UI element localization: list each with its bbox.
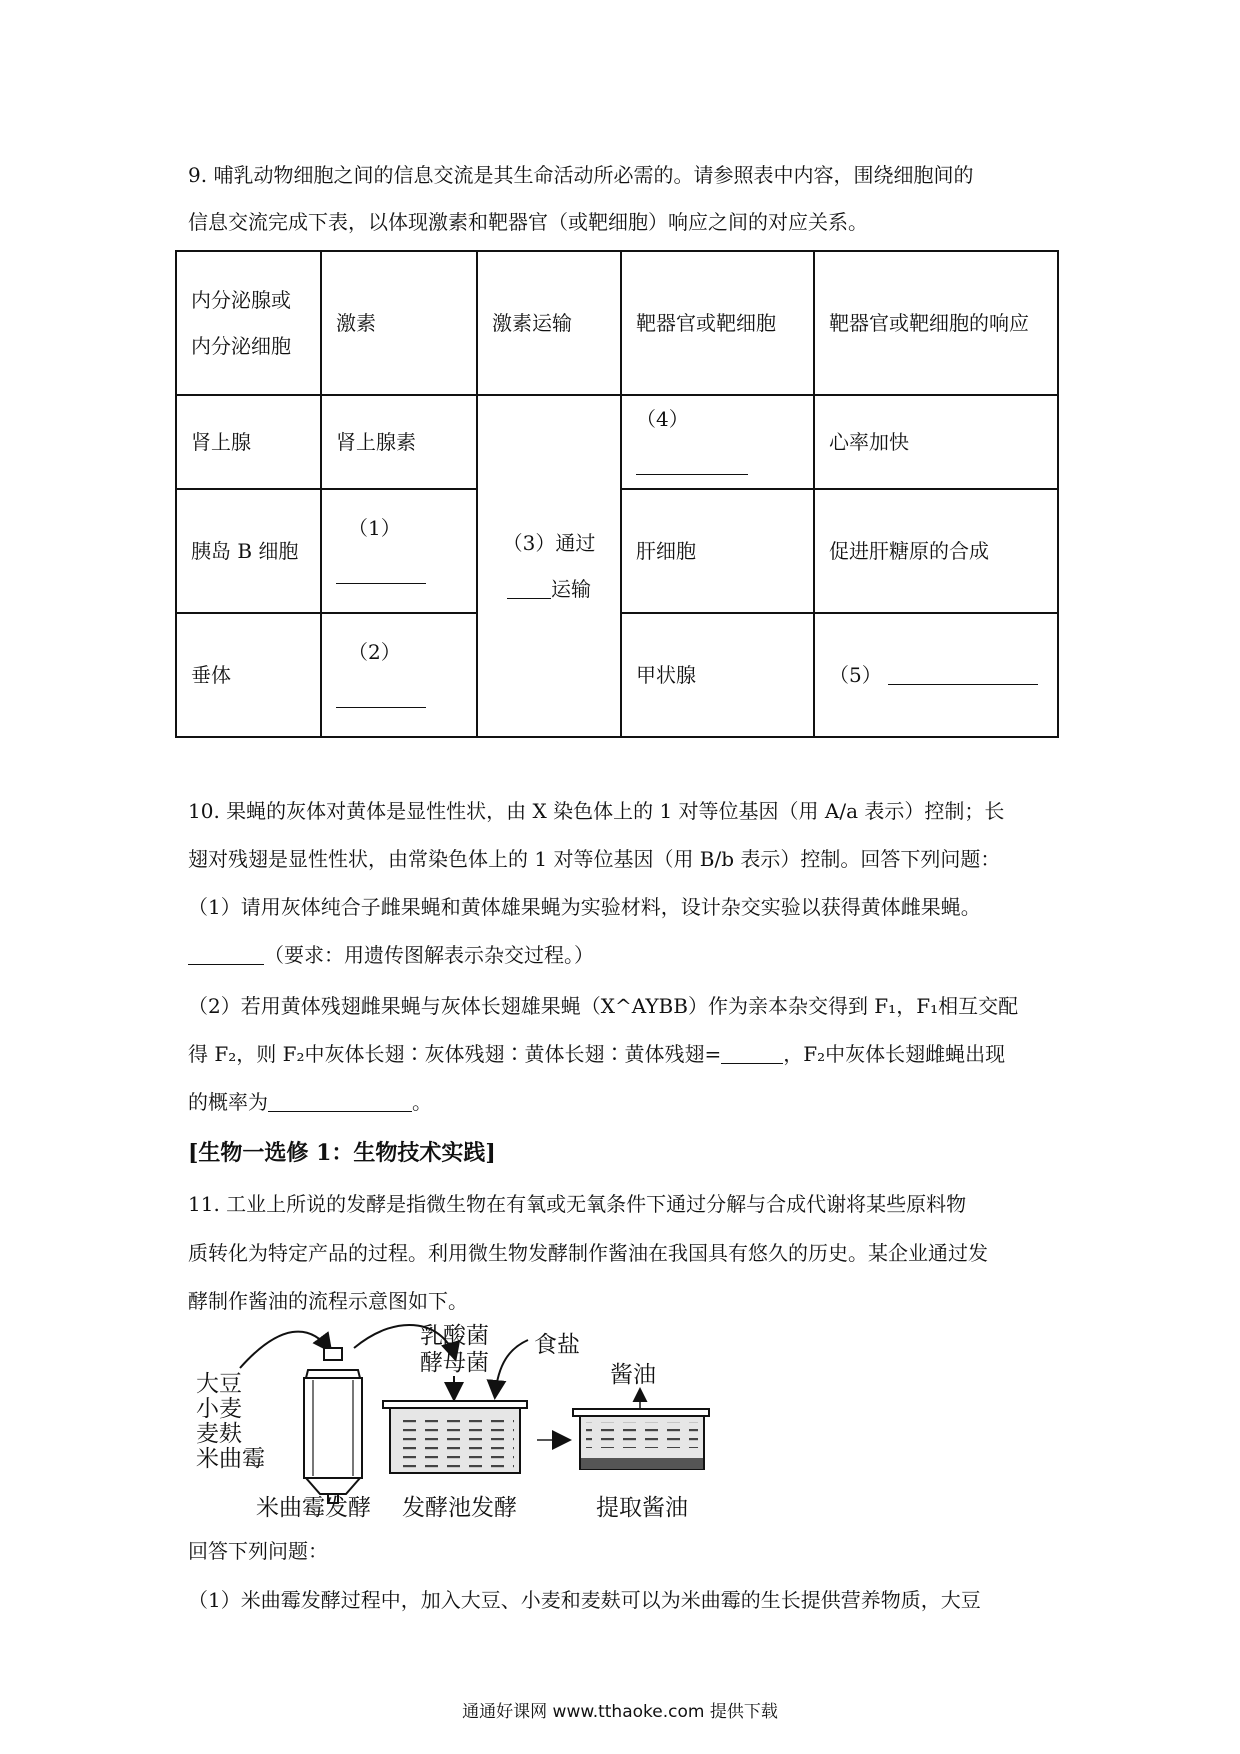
stage-label: 发酵池发酵 [402,1495,517,1518]
q11-line-3: 酵制作酱油的流程示意图如下。 [188,1289,468,1313]
cell-transport [477,395,621,737]
cell-gland: 肾上腺 [176,395,321,489]
answer-blank-1[interactable] [188,944,264,965]
stage-label: 提取酱油 [596,1495,688,1518]
table-header-row [176,251,1058,395]
stage-label: 米曲霉发酵 [256,1495,371,1518]
q10-line-7b: 。 [412,1090,432,1114]
input-label: 大豆 [196,1371,242,1397]
cell-response: 心率加快 [814,395,1058,489]
q11-line-1: 11. 工业上所说的发酵是指微生物在有氧或无氧条件下通过分解与合成代谢将某些原料物 [188,1192,967,1216]
cell-gland: 垂体 [176,613,321,737]
blank-1[interactable] [336,563,426,584]
probability-blank[interactable] [268,1091,412,1112]
blank-1-line [336,551,462,597]
q9-line-1: 9. 哺乳动物细胞之间的信息交流是其生命活动所必需的。请参照表中内容，围绕细胞间的 [188,163,974,187]
section-title: [生物一选修 1：生物技术实践] [188,1140,496,1166]
q10-line-7a: 的概率为 [188,1090,268,1114]
q10-line-6a: 得 F₂，则 F₂中灰体长翅∶灰体残翅∶黄体长翅∶黄体残翅= [188,1042,722,1066]
input-label: 麦麸 [196,1421,242,1447]
header-response: 靶器官或靶细胞的响应 [814,251,1058,395]
cell-target: 肝细胞 [621,489,814,613]
cell-hormone [321,489,477,613]
blank-4-label: （4） [636,407,689,431]
product-label: 酱油 [610,1362,656,1388]
table-row [176,395,1058,489]
blank-5-label: （5） [829,663,882,687]
q11-sub-1: （1）米曲霉发酵过程中，加入大豆、小麦和麦麸可以为米曲霉的生长提供营养物质，大豆 [188,1588,981,1612]
blank-4[interactable] [636,454,748,475]
q10-line-2: 翅对残翅是显性性状，由常染色体上的 1 对等位基因（用 B/b 表示）控制。回答下列问题： [188,847,1001,871]
input-list [196,1371,265,1472]
cell-hormone: 肾上腺素 [321,395,477,489]
blank-5[interactable] [888,664,1038,685]
header-hormone: 激素 [321,251,477,395]
q11-line-2: 质转化为特定产品的过程。利用微生物发酵制作酱油在我国具有悠久的历史。某企业通过发 [188,1241,988,1265]
soy-sauce-flow-diagram [180,1318,820,1518]
q10-line-6 [188,1031,1058,1077]
cell-target: 甲状腺 [621,613,814,737]
transport-suffix: 运输 [551,577,591,601]
input-label: 米曲霉 [196,1446,265,1472]
input-label: 小麦 [196,1396,242,1422]
salt-label: 食盐 [534,1332,580,1358]
cell-target [621,395,814,489]
transport-blank-line [492,566,606,612]
blank-3[interactable] [507,578,551,599]
blank-2-line [336,675,462,721]
header-target: 靶器官或靶细胞 [621,251,814,395]
cell-response [814,613,1058,737]
q10-line-4-text: （要求：用遗传图解表示杂交过程。） [264,943,594,967]
fermenter-icon [304,1348,362,1503]
blank-2-label: （2） [348,640,401,664]
ratio-blank[interactable] [721,1043,783,1064]
microbe-label: 酵母菌 [420,1350,489,1376]
blank-2[interactable] [336,687,426,708]
cell-hormone [321,613,477,737]
q11-prompt: 回答下列问题： [188,1539,328,1563]
arrow-curve [240,1332,330,1368]
header-gland: 内分泌腺或内分泌细胞 [176,251,321,395]
q10-line-3: （1）请用灰体纯合子雌果蝇和黄体雄果蝇为实验材料，设计杂交实验以获得黄体雌果蝇。 [188,895,981,919]
microbe-label: 乳酸菌 [420,1323,489,1349]
page-footer: 通通好课网 www.tthaoke.com 提供下载 [462,1702,778,1722]
hormone-table [175,250,1059,738]
arrow-curve [495,1340,528,1396]
cell-response: 促进肝糖原的合成 [814,489,1058,613]
q10-line-1: 10. 果蝇的灰体对黄体是显性性状，由 X 染色体上的 1 对等位基因（用 A/a 表示）控制；长 [188,799,1005,823]
q10-line-7 [188,1079,1058,1125]
fermentation-pool-icon [383,1401,527,1473]
cell-gland: 胰岛 B 细胞 [176,489,321,613]
q9-line-2: 信息交流完成下表，以体现激素和靶器官（或靶细胞）响应之间的对应关系。 [188,210,868,234]
q10-line-5: （2）若用黄体残翅雌果蝇与灰体长翅雄果蝇（X^AYBB）作为亲本杂交得到 F₁，F₁相互交配 [188,994,1019,1018]
q10-line-6b: ，F₂中灰体长翅雌蝇出现 [783,1042,1006,1066]
header-transport: 激素运输 [477,251,621,395]
q10-line-4 [188,932,1058,978]
blank-1-label: （1） [348,516,401,540]
extraction-tank-icon [573,1409,709,1469]
transport-label: （3）通过 [502,531,596,555]
